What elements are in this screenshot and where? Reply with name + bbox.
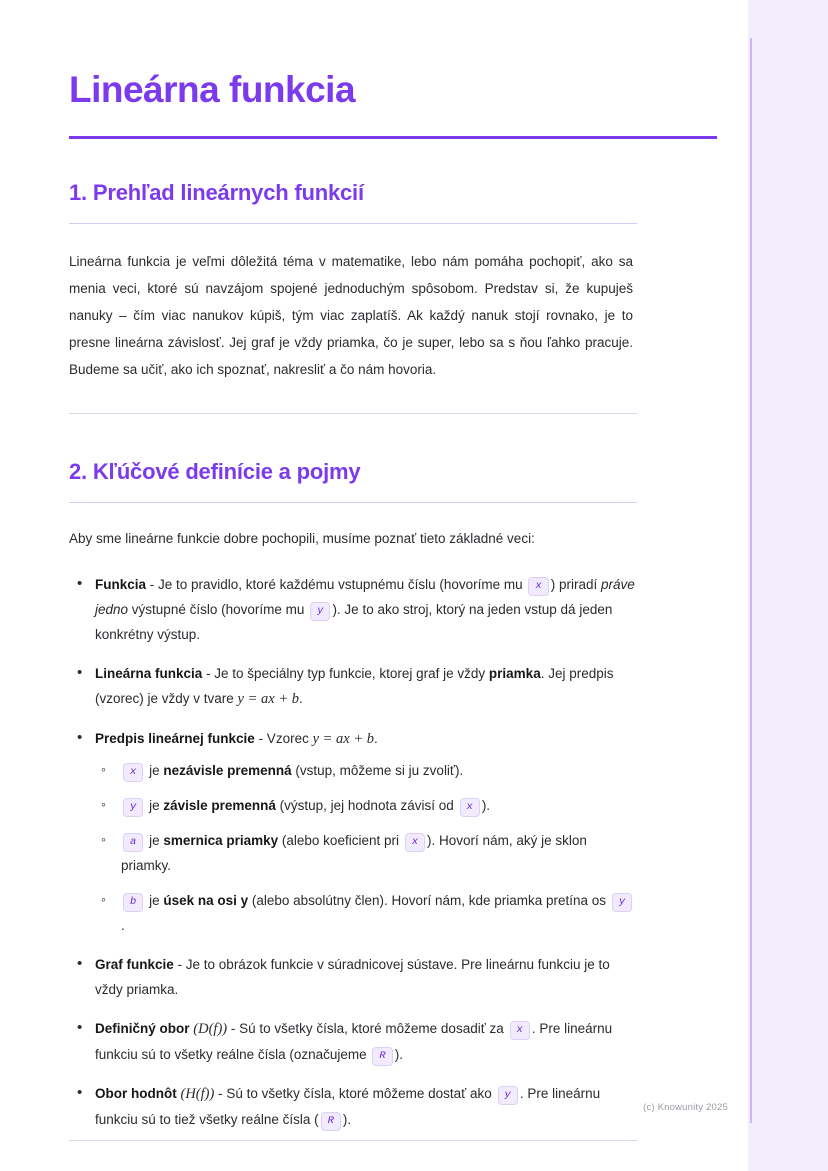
- term-label: Funkcia: [95, 577, 147, 592]
- term-text: výstupné číslo (hovoríme mu: [128, 602, 309, 617]
- section-1-heading: 1. Prehľad lineárnych funkcií: [69, 180, 364, 205]
- term-text: ).: [394, 1047, 403, 1062]
- list-item: [69, 952, 635, 1002]
- variable-chip-y: y: [310, 602, 330, 621]
- term-label: Graf funkcie: [95, 957, 174, 972]
- list-item: [95, 888, 635, 938]
- list-item: [69, 1081, 635, 1132]
- page-title: Lineárna funkcia: [69, 69, 356, 110]
- variable-chip-x: x: [123, 763, 143, 782]
- list-item: [69, 661, 635, 712]
- variable-chip-b: b: [123, 893, 143, 912]
- sub-text: (alebo absolútny člen). Hovorí nám, kde priamka pretína os: [248, 893, 610, 908]
- term-text: .: [299, 691, 303, 706]
- section-2-intro: Aby sme lineárne funkcie dobre pochopili, musíme poznať tieto základné veci:: [69, 531, 535, 546]
- term-bold: priamka: [488, 666, 541, 681]
- sub-bold: úsek na osi y: [163, 893, 249, 908]
- section-overview: [69, 139, 639, 383]
- variable-chip-a: a: [123, 833, 143, 852]
- term-text: . Jej predpis (vzorec) je vždy v tvare: [95, 666, 614, 706]
- list-item: [69, 1016, 635, 1067]
- term-label: Obor hodnôt: [95, 1086, 177, 1101]
- parameter-list: [95, 758, 635, 938]
- term-text: . Pre lineárnu funkciu sú to všetky reálne čísla (označujeme: [95, 1021, 613, 1062]
- footer-credit: (c) Knowunity 2025: [643, 1102, 728, 1113]
- term-label: Definičný obor: [95, 1021, 190, 1036]
- sub-text: (vstup, môžeme si ju zvoliť).: [291, 763, 464, 778]
- term-label: Lineárna funkcia: [95, 666, 203, 681]
- variable-chip-y: y: [612, 893, 632, 912]
- right-margin-band: [748, 0, 828, 1171]
- sub-text: (alebo koeficient pri: [278, 833, 403, 848]
- list-item: [95, 758, 635, 783]
- document-content: [69, 0, 639, 1146]
- term-text: - Je to obrázok funkcie v súradnicovej sústave. Pre lineárnu funkciu je to vždy priamka.: [95, 957, 610, 997]
- domain-notation: (D(f)): [193, 1021, 228, 1037]
- sub-text: je: [145, 763, 164, 778]
- sub-bold: nezávisle premenná: [163, 763, 292, 778]
- term-text: - Sú to všetky čísla, ktoré môžeme dosadiť za: [227, 1021, 508, 1036]
- formula-linear: y = ax + b: [312, 731, 375, 747]
- list-item: [69, 572, 635, 647]
- section-definitions: [69, 414, 639, 1132]
- term-text: ) priradí: [550, 577, 601, 592]
- variable-chip-y: y: [123, 798, 143, 817]
- variable-chip-x: x: [528, 577, 548, 596]
- sub-bold: smernica priamky: [163, 833, 279, 848]
- variable-chip-r: R: [372, 1047, 392, 1066]
- term-text: - Je to špeciálny typ funkcie, ktorej graf je vždy: [202, 666, 489, 681]
- term-text: - Vzorec: [254, 731, 313, 746]
- variable-chip-y: y: [498, 1086, 518, 1105]
- variable-chip-r: R: [321, 1112, 341, 1131]
- sub-text: je: [145, 893, 164, 908]
- term-label: Predpis lineárnej funkcie: [95, 731, 255, 746]
- list-item: [69, 726, 635, 938]
- sub-bold: závisle premenná: [163, 798, 276, 813]
- term-text: - Sú to všetky čísla, ktoré môžeme dostať ako: [214, 1086, 496, 1101]
- term-text: ). Je to ako stroj, ktorý na jeden vstup dá jeden konkrétny výstup.: [95, 602, 613, 642]
- sub-text: .: [121, 918, 125, 933]
- term-text: ).: [342, 1112, 352, 1127]
- right-margin-rule: [750, 38, 752, 1123]
- sub-text: (výstup, jej hodnota závisí od: [275, 798, 458, 813]
- variable-chip-x: x: [405, 833, 425, 852]
- formula-linear: y = ax + b: [237, 691, 299, 707]
- bottom-divider: [69, 1140, 637, 1141]
- range-notation: (H(f)): [180, 1086, 215, 1102]
- term-text: .: [374, 731, 378, 746]
- sub-text: je: [145, 798, 164, 813]
- sub-text: ). Hovorí nám, aký je sklon priamky.: [121, 833, 587, 873]
- term-text: - Je to pravidlo, ktoré každému vstupnému číslu (hovoríme mu: [146, 577, 527, 592]
- list-item: [95, 793, 635, 818]
- variable-chip-x: x: [460, 798, 480, 817]
- list-item: [95, 828, 635, 878]
- definitions-list: [69, 552, 635, 1132]
- term-text: . Pre lineárnu funkciu sú to tiež všetky reálne čísla (: [95, 1086, 601, 1127]
- sub-text: je: [145, 833, 164, 848]
- variable-chip-x: x: [510, 1021, 530, 1040]
- section-1-paragraph: Lineárna funkcia je veľmi dôležitá téma v matematike, lebo nám pomáha pochopiť, ako sa menia veci, ktoré sú navzájom spojené jednoduchým spôsobom. Predstav si, že kupuješ nanuky – čím viac nanukov kúpiš, tým viac zaplatíš. Ak každý nanuk stojí rovnako, je to presne lineárna závislosť. Jej graf je vždy priamka, čo je super, lebo sa s ňou ľahko pracuje. Budeme sa učiť, ako ich spoznať, nakresliť a čo nám hovoria.: [69, 254, 633, 377]
- term-emphasis: práve jedno: [95, 577, 635, 617]
- sub-text: ).: [481, 798, 491, 813]
- section-2-heading: 2. Kľúčové definície a pojmy: [69, 459, 361, 484]
